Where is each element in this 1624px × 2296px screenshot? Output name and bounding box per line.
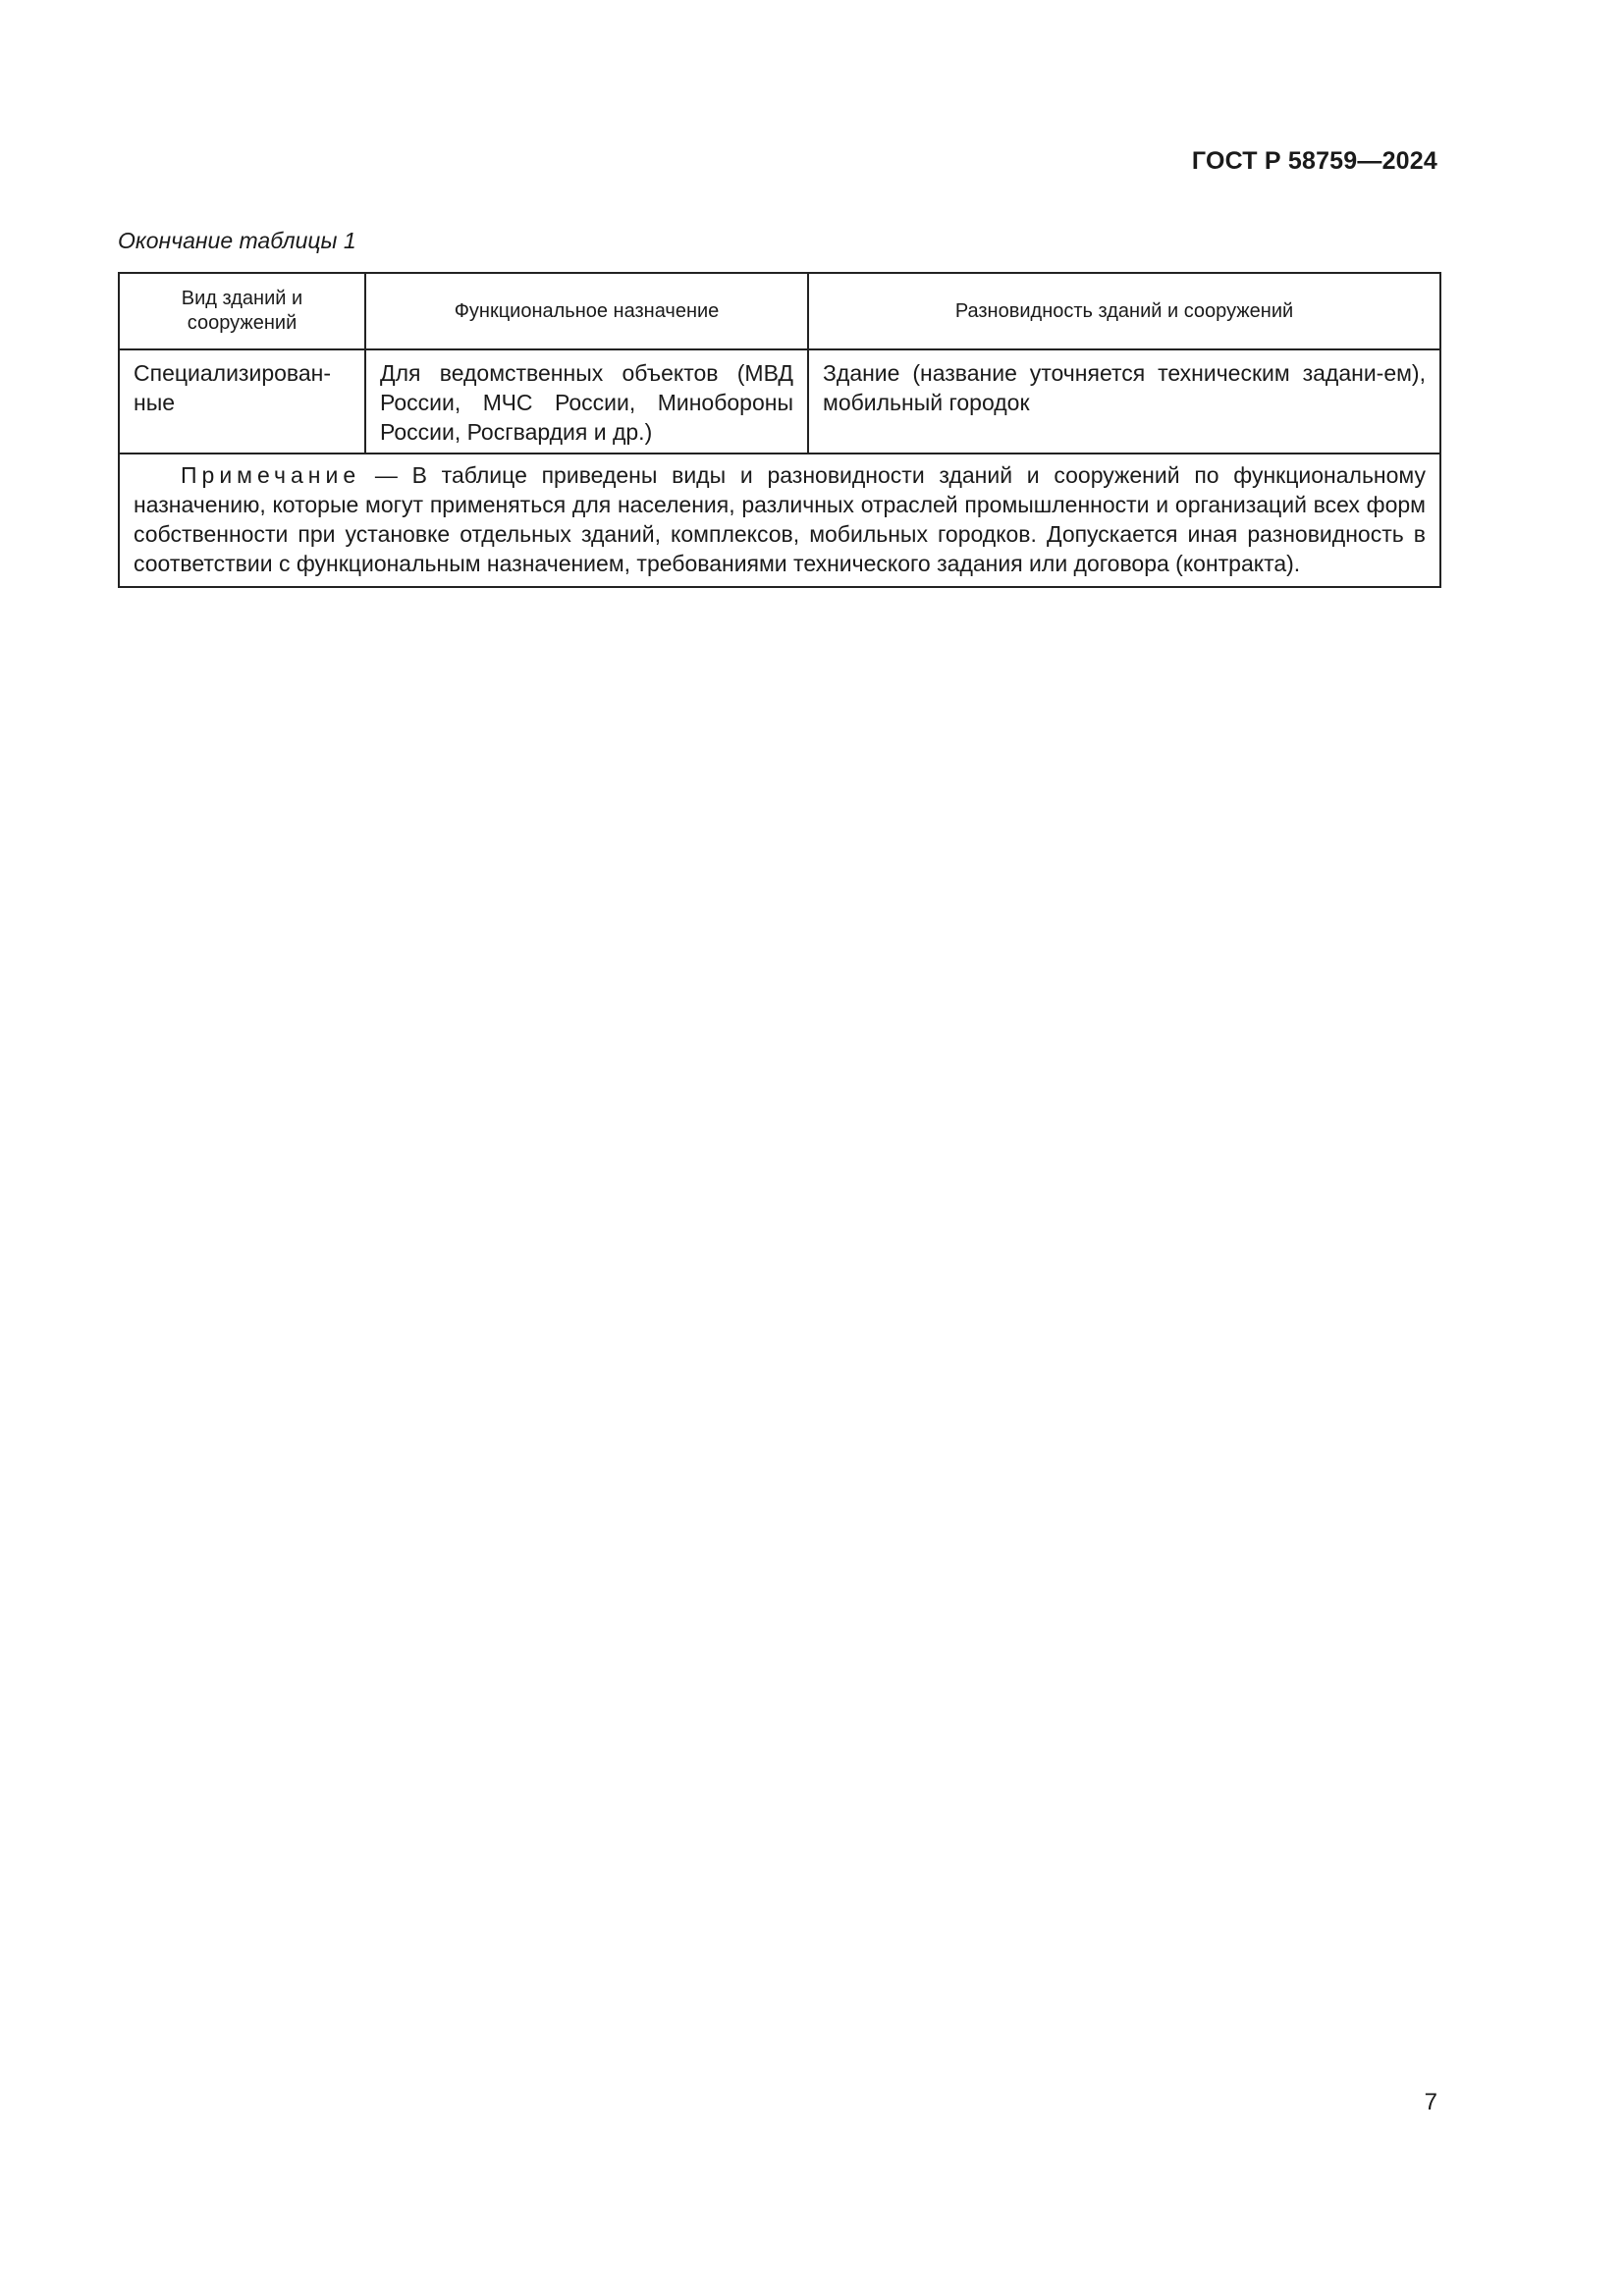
cell-building-type: Специализирован-ные: [119, 349, 365, 454]
note-label: Примечание: [181, 462, 361, 488]
table-row: [119, 349, 1440, 454]
table-note-row: [119, 454, 1440, 587]
buildings-table: [118, 272, 1441, 588]
table-note: [119, 454, 1440, 587]
document-code: ГОСТ Р 58759—2024: [1191, 147, 1437, 175]
column-header-type: Вид зданий и сооружений: [119, 273, 365, 349]
page-number: 7: [1424, 2089, 1437, 2115]
note-text: — В таблице приведены виды и разновидности зданий и сооружений по функциональному назначению, которые могут применяться для населения, различных отраслей промышленности и организаций всех форм собственности при установке отдельных зданий, комплексов, мобильных городков. Допускается иная разновидность в соответствии с функциональным назначением, требованиями технического задания или договора (контракта).: [134, 462, 1426, 576]
table-caption: Окончание таблицы 1: [118, 228, 356, 253]
column-header-purpose: Функциональное назначение: [365, 273, 808, 349]
cell-building-variety: Здание (название уточняется техническим задани-ем), мобильный городок: [808, 349, 1440, 454]
column-header-variety: Разновидность зданий и сооружений: [808, 273, 1440, 349]
cell-functional-purpose: Для ведомственных объектов (МВД России, МЧС России, Минобороны России, Росгвардия и др.): [365, 349, 808, 454]
table-header-row: [119, 273, 1440, 349]
